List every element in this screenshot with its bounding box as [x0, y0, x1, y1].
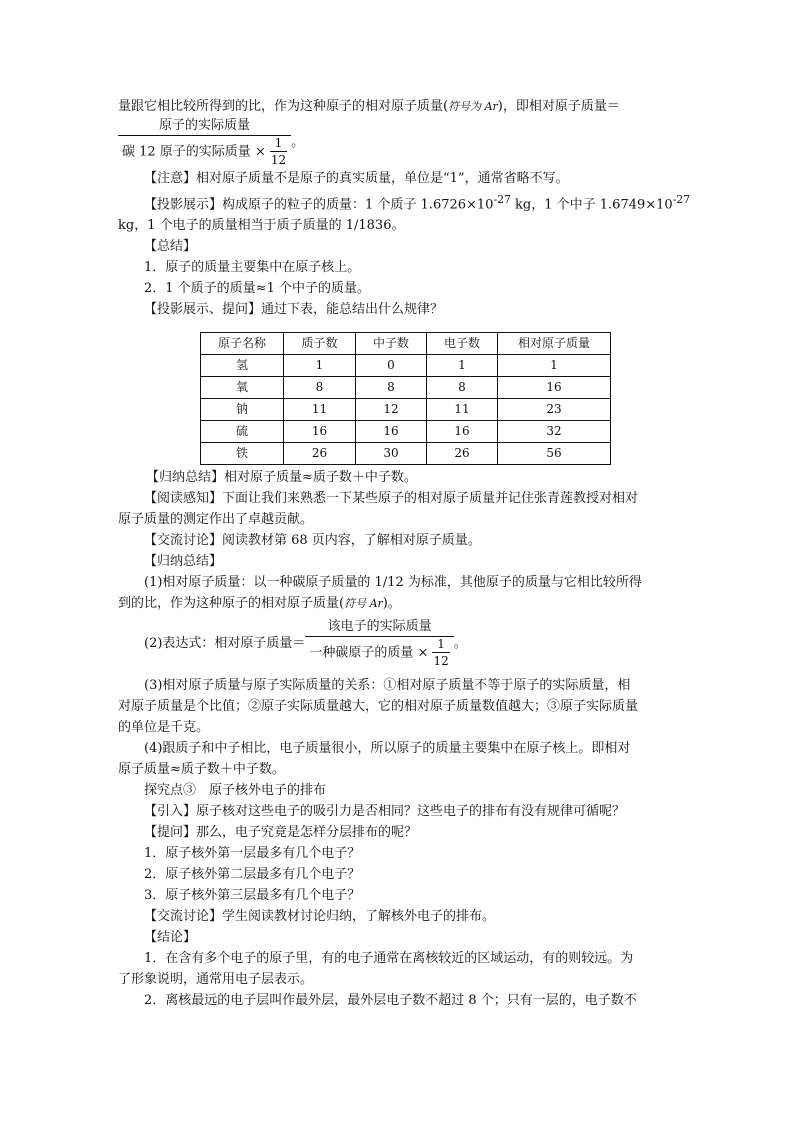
- discussion-paragraph: 【交流讨论】阅读教材第 68 页内容，了解相对原子质量。: [144, 533, 481, 549]
- expression-formula: (2)表达式：相对原子质量＝ 该电子的实际质量 一种碳原子的质量 × $\frac{1}{12}$ 。: [144, 619, 467, 669]
- conclusion-item-1: 1．在含有多个电子的原子里，有的电子通常在离核较近的区域运动，有的则较远。为: [144, 951, 634, 967]
- relation-paragraph: (3)相对原子质量与原子实际质量的关系：①相对原子质量不等于原子的实际质量，相: [144, 678, 631, 694]
- table-cell: 23: [498, 399, 611, 421]
- table-cell: 1: [498, 355, 611, 377]
- table-header: 电子数: [427, 333, 498, 355]
- table-row: [201, 443, 611, 465]
- table-cell: 8: [356, 377, 427, 399]
- table-cell: 26: [284, 443, 356, 465]
- definition-paragraph: (1)相对原子质量：以一种碳原子质量的 1/12 为标准，其他原子的质量与它相比较所得: [144, 575, 642, 591]
- summary-heading: 【总结】: [144, 239, 197, 255]
- summary-item-2: 2．1 个质子的质量≈1 个中子的质量。: [144, 281, 370, 297]
- table-cell: 30: [356, 443, 427, 465]
- relation-paragraph-cont: 对原子质量是个比值；②原子实际质量越大，它的相对原子质量数值越大；③原子实际质量: [118, 699, 639, 715]
- formula-relative-mass: 原子的实际质量 碳 12 原子的实际质量 × $\frac{1}{12}$ 。: [118, 117, 678, 168]
- table-cell: 氧: [201, 377, 284, 399]
- table-cell: 0: [356, 355, 427, 377]
- paragraph-intro: 量跟它相比较所得到的比，作为这种原子的相对原子质量(符号为 Ar)，即相对原子质量＝: [118, 99, 620, 114]
- table-row: [201, 355, 611, 377]
- table-cell: 26: [427, 443, 498, 465]
- conclusion-heading: 【结论】: [144, 930, 197, 946]
- projection-particle-masses-cont: kg，1 个电子的质量相当于质子质量的 1/1836。: [118, 218, 405, 234]
- reading-paragraph: 【阅读感知】下面让我们来熟悉一下某些原子的相对原子质量并记住张青莲教授对相对: [144, 491, 639, 507]
- document-page: [118, 96, 691, 1011]
- table-cell: 56: [498, 443, 611, 465]
- definition-paragraph-cont: 到的比，作为这种原子的相对原子质量(符号 Ar)。: [118, 596, 401, 612]
- table-row: [201, 421, 611, 443]
- question-item-1: 1．原子核外第一层最多有几个电子？: [144, 846, 361, 862]
- table-cell: 32: [498, 421, 611, 443]
- table-header: 原子名称: [201, 333, 284, 355]
- note-paragraph: 【注意】相对原子质量不是原子的真实质量，单位是“1”，通常省略不写。: [144, 171, 569, 186]
- table-header-row: [201, 333, 611, 355]
- table-cell: 12: [356, 399, 427, 421]
- table-header: 中子数: [356, 333, 427, 355]
- projection-question: 【投影展示、提问】通过下表，能总结出什么规律？: [144, 302, 444, 318]
- section-heading: 探究点③ 原子核外电子的排布: [144, 783, 327, 799]
- question-item-3: 3．原子核外第三层最多有几个电子？: [144, 888, 361, 904]
- table-cell: 8: [284, 377, 356, 399]
- table-cell: 1: [284, 355, 356, 377]
- table-cell: 8: [427, 377, 498, 399]
- table-header: 质子数: [284, 333, 356, 355]
- induction-summary: 【归纳总结】相对原子质量≈质子数＋中子数。: [146, 470, 417, 486]
- symbol-note: 符号为 Ar: [448, 100, 498, 113]
- table-cell: 氢: [201, 355, 284, 377]
- electron-paragraph: (4)跟质子和中子相比，电子质量很小，所以原子的质量主要集中在原子核上。即相对: [144, 741, 631, 757]
- table-header: 相对原子质量: [498, 333, 611, 355]
- discussion-paragraph-2: 【交流讨论】学生阅读教材讨论归纳，了解核外电子的排布。: [144, 909, 496, 925]
- table-cell: 钠: [201, 399, 284, 421]
- intro-paragraph: 【引入】原子核对这些电子的吸引力是否相同？这些电子的排布有没有规律可循呢？: [144, 804, 626, 820]
- table-row: [201, 399, 611, 421]
- table-cell: 16: [356, 421, 427, 443]
- conclusion-item-1-cont: 了形象说明，通常用电子层表示。: [118, 972, 314, 988]
- atom-table: [200, 332, 611, 465]
- electron-paragraph-cont: 原子质量≈质子数＋中子数。: [118, 762, 285, 778]
- table-cell: 16: [498, 377, 611, 399]
- ask-paragraph: 【提问】那么，电子究竟是怎样分层排布的呢？: [144, 825, 418, 841]
- table-cell: 16: [427, 421, 498, 443]
- table-cell: 11: [284, 399, 356, 421]
- table-cell: 硫: [201, 421, 284, 443]
- table-cell: 铁: [201, 443, 284, 465]
- induction-heading: 【归纳总结】: [144, 554, 223, 570]
- table-cell: 11: [427, 399, 498, 421]
- conclusion-item-2: 2．离核最远的电子层叫作最外层，最外层电子数不超过 8 个；只有一层的，电子数不: [144, 993, 637, 1009]
- summary-item-1: 1．原子的质量主要集中在原子核上。: [144, 260, 361, 276]
- table-row: [201, 377, 611, 399]
- reading-paragraph-cont: 原子质量的测定作出了卓越贡献。: [118, 512, 314, 528]
- relation-paragraph-end: 的单位是千克。: [118, 720, 210, 736]
- projection-particle-masses: 【投影展示】构成原子的粒子的质量：1 个质子 $1.6726\times 10^{-27}$ kg，1 个中子 $1.6749\times 10^{-27}$: [144, 193, 691, 213]
- question-item-2: 2．原子核外第二层最多有几个电子？: [144, 867, 361, 883]
- table-cell: 16: [284, 421, 356, 443]
- table-cell: 1: [427, 355, 498, 377]
